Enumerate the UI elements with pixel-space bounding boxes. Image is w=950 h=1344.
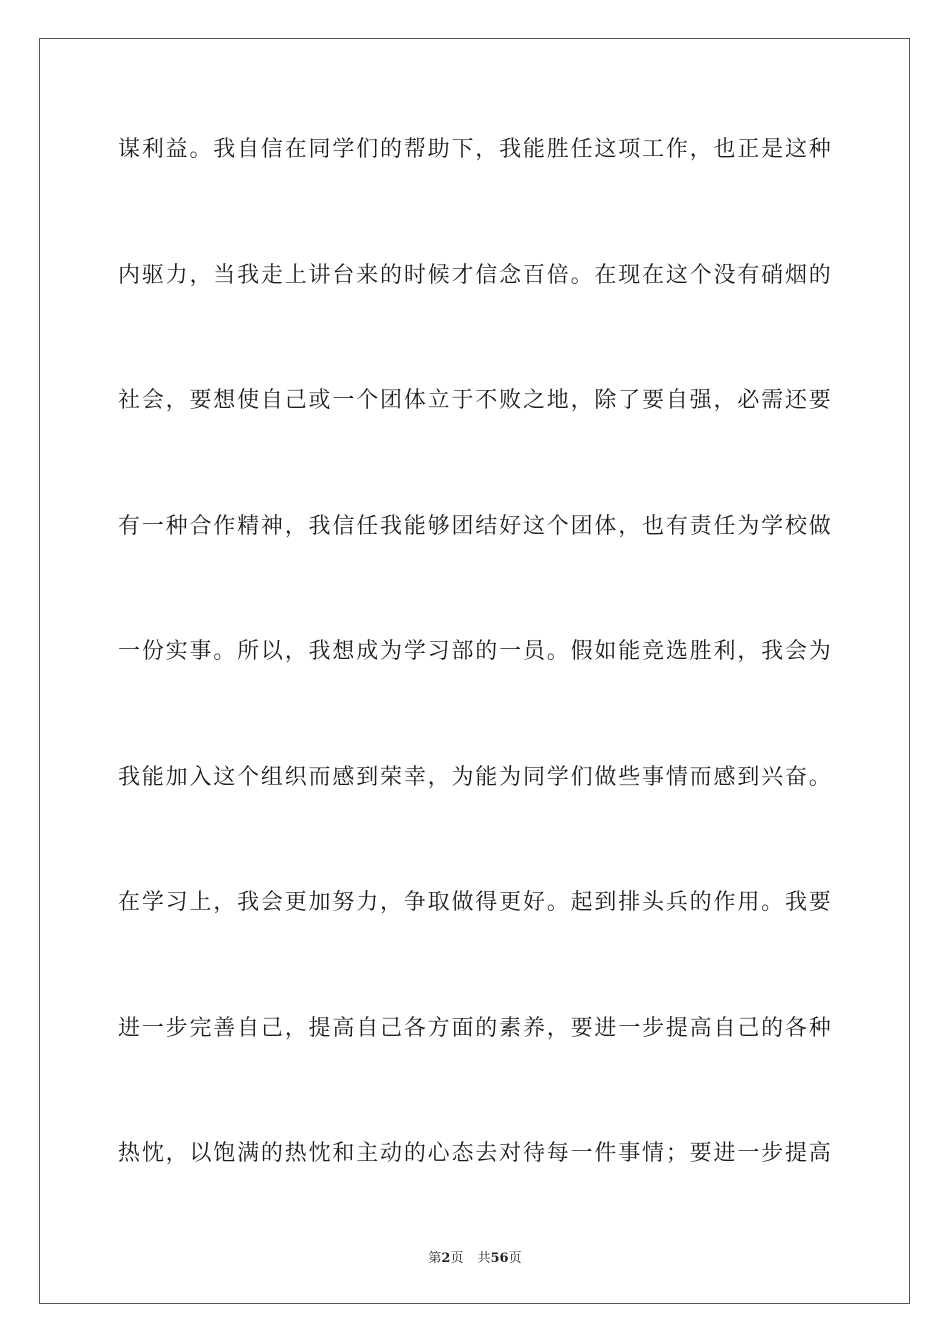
text-line: 谋利益。我自信在同学们的帮助下，我能胜任这项工作，也正是这种: [118, 137, 832, 162]
total-prefix: 共: [477, 1251, 491, 1266]
text-line: 热忱，以饱满的热忱和主动的心态去对待每一件事情；要进一步提高: [118, 1141, 832, 1166]
text-line: 在学习上，我会更加努力，争取做得更好。起到排头兵的作用。我要: [118, 890, 832, 915]
page-prefix: 第: [428, 1251, 442, 1266]
current-page-number: 2: [441, 1251, 451, 1266]
page-footer: [0, 1247, 950, 1266]
page-indicator: [428, 1251, 463, 1266]
text-line: 一份实事。所以，我想成为学习部的一员。假如能竞选胜利，我会为: [118, 639, 832, 664]
total-unit: 页: [508, 1251, 522, 1266]
text-line: 我能加入这个组织而感到荣幸，为能为同学们做些事情而感到兴奋。: [118, 764, 832, 790]
total-page-number: 56: [490, 1251, 509, 1266]
text-line: 进一步完善自己，提高自己各方面的素养，要进一步提高自己的各种: [118, 1015, 832, 1041]
text-line: 社会，要想使自己或一个团体立于不败之地，除了要自强，必需还要: [118, 388, 832, 413]
document-body: [118, 127, 832, 1257]
page-unit: 页: [450, 1251, 464, 1266]
text-line: 内驱力，当我走上讲台来的时候才信念百倍。在现在这个没有硝烟的: [118, 262, 832, 288]
text-line: 有一种合作精神，我信任我能够团结好这个团体，也有责任为学校做: [118, 513, 832, 539]
total-pages-indicator: [477, 1251, 521, 1266]
